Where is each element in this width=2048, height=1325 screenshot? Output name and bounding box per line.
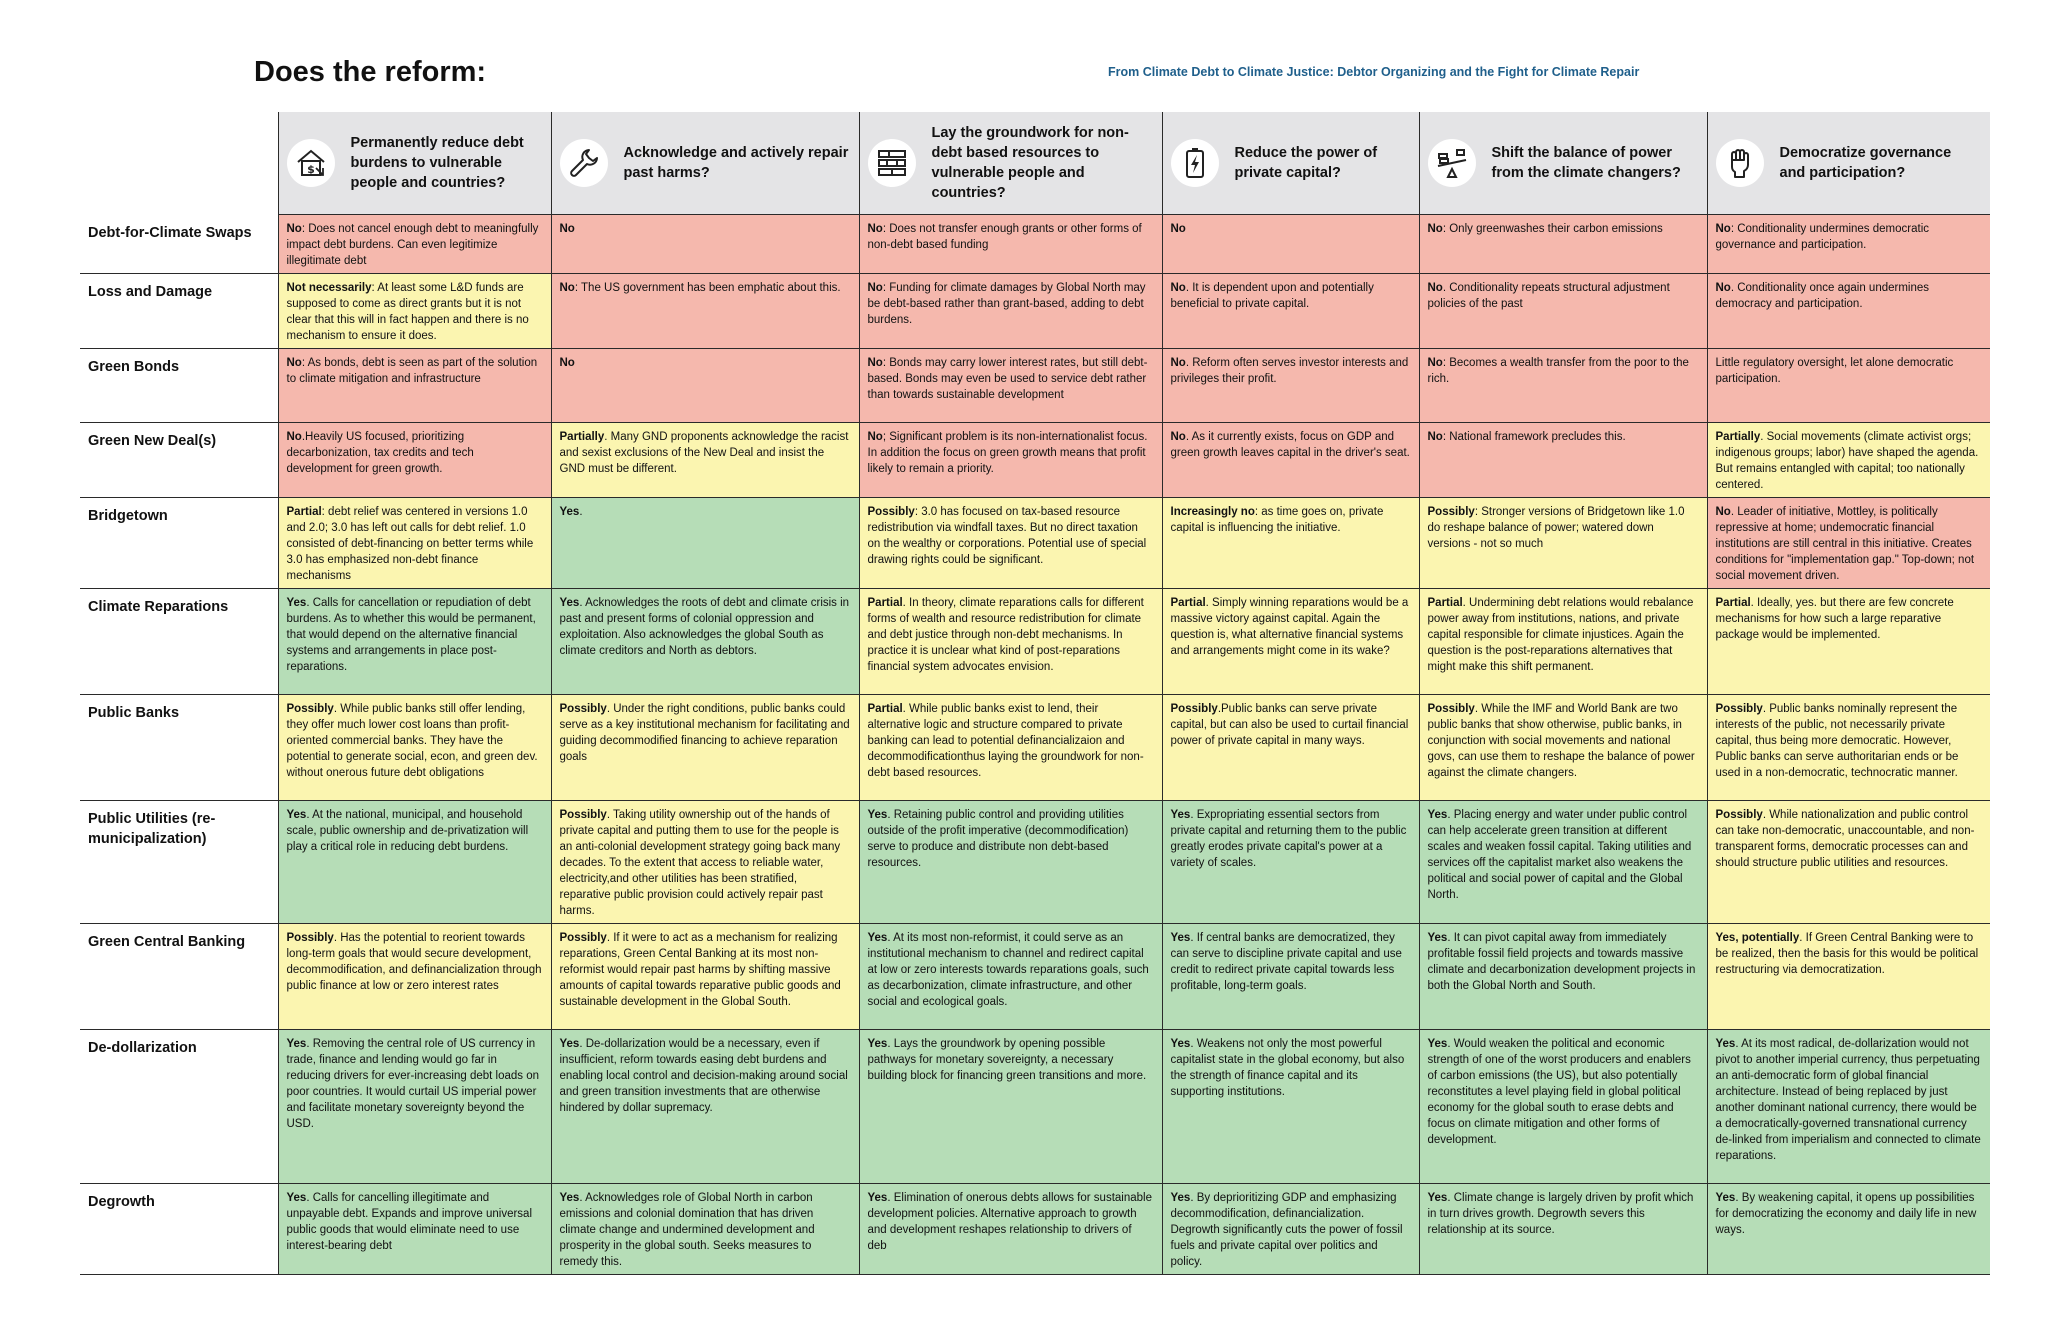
assessment-cell xyxy=(1707,1184,1990,1275)
verdict-explanation: : Only greenwashes their carbon emissions xyxy=(1442,223,1663,235)
verdict-label: Yes xyxy=(1427,1038,1448,1050)
verdict-explanation: . Has the potential to reorient towards long-term goals that would secure development, decommodification, and definancialization through public finance at low or zero interest rates xyxy=(286,932,542,992)
verdict-explanation: . Conditionality repeats structural adjustment policies of the past xyxy=(1427,282,1670,310)
wrench-icon xyxy=(560,139,608,187)
assessment-cell xyxy=(551,695,859,801)
verdict-label: Partial xyxy=(286,506,322,518)
assessment-cell xyxy=(1419,215,1707,274)
assessment-cell xyxy=(1162,1030,1419,1184)
verdict-explanation: . Climate change is largely driven by profit which in turn drives growth. Degrowth severs this relationship at its source. xyxy=(1427,1192,1694,1236)
verdict-explanation: : At least some L&D funds are supposed to come as direct grants but it is not clear that this will in fact happen and there is no mechanism to ensure it does. xyxy=(286,282,529,342)
assessment-cell xyxy=(859,215,1162,274)
verdict-label: Possibly xyxy=(1715,703,1763,715)
assessment-cell xyxy=(278,801,551,924)
verdict-explanation: : Does not transfer enough grants or other forms of non-debt based funding xyxy=(867,223,1142,251)
verdict-label: Yes xyxy=(1427,1192,1448,1204)
raised-fist-icon xyxy=(1716,139,1764,187)
assessment-cell xyxy=(1419,924,1707,1030)
column-header-democratize xyxy=(1707,112,1990,215)
verdict-label: Partial xyxy=(867,597,903,609)
verdict-label: Yes xyxy=(1715,1192,1736,1204)
verdict-label: No xyxy=(1427,282,1443,294)
verdict-explanation: . As it currently exists, focus on GDP and green growth leaves capital in the driver's seat. xyxy=(1170,431,1410,459)
assessment-cell xyxy=(278,274,551,349)
verdict-explanation: ; Significant problem is its non-internationalist focus. In addition the focus on green growth means that profit likely to remain a priority. xyxy=(867,431,1148,475)
verdict-explanation: . While public banks still offer lending, they offer much lower cost loans than profit-oriented commercial banks. They have the potential to generate social, econ, and green dev. without onerous future debt obligations xyxy=(286,703,538,779)
assessment-cell xyxy=(1162,215,1419,274)
verdict-explanation: . If it were to act as a mechanism for realizing reparations, Green Cental Banking at its most non-reformist would repair past harms by shifting massive amounts of capital towards reparative public goods and sustainable development in the Global South. xyxy=(559,932,841,1008)
assessment-cell xyxy=(278,1184,551,1275)
assessment-cell xyxy=(1419,423,1707,498)
column-header-row xyxy=(80,112,1990,215)
verdict-explanation: . Removing the central role of US currency in trade, finance and lending would go far in reducing drivers for ever-increasing debt loads on poor countries. It would curtail US imperial power and facilitate monetary sovereignty beyond the USD. xyxy=(286,1038,539,1130)
assessment-cell xyxy=(551,349,859,423)
row-label: Climate Reparations xyxy=(80,589,278,695)
assessment-cell xyxy=(551,1184,859,1275)
verdict-label: Possibly xyxy=(1427,506,1475,518)
verdict-explanation: . By weakening capital, it opens up possibilities for democratizing the economy and daily life in new ways. xyxy=(1715,1192,1977,1236)
verdict-label: Yes xyxy=(1715,1038,1736,1050)
assessment-cell xyxy=(1707,924,1990,1030)
brick-wall-icon xyxy=(868,139,916,187)
verdict-explanation: . Simply winning reparations would be a massive victory against capital. Again the question is, what alternative financial systems and arrangements might come in its wake? xyxy=(1170,597,1409,657)
verdict-explanation: . Undermining debt relations would rebalance power away from institutions, nations, and private capital responsible for climate injustices. Again the question is the post-reparations alternatives that might make this shift permanent. xyxy=(1427,597,1694,673)
assessment-cell xyxy=(1419,589,1707,695)
assessment-cell xyxy=(551,801,859,924)
assessment-cell xyxy=(278,498,551,589)
assessment-cell xyxy=(1162,349,1419,423)
row-label: Public Banks xyxy=(80,695,278,801)
verdict-label: No xyxy=(1715,506,1731,518)
verdict-label: Yes xyxy=(867,1038,888,1050)
assessment-cell xyxy=(1162,1184,1419,1275)
assessment-cell xyxy=(859,349,1162,423)
row-label: Debt-for-Climate Swaps xyxy=(80,215,278,274)
verdict-explanation: . Acknowledges the roots of debt and climate crisis in past and present forms of colonial oppression and exploitation. Also acknowledges the global South as climate creditors and North as debtors. xyxy=(559,597,850,657)
row-label: Loss and Damage xyxy=(80,274,278,349)
verdict-label: Yes xyxy=(286,1038,307,1050)
assessment-cell xyxy=(1707,215,1990,274)
verdict-label: Partial xyxy=(867,703,903,715)
matrix-body xyxy=(80,215,1990,1275)
row-label: Public Utilities (re-municipalization) xyxy=(80,801,278,924)
assessment-cell xyxy=(1162,423,1419,498)
verdict-label: No xyxy=(867,282,883,294)
table-row xyxy=(80,1030,1990,1184)
column-header-label: Democratize governance and participation? xyxy=(1779,145,1952,181)
assessment-cell xyxy=(278,349,551,423)
verdict-label: Partially xyxy=(1715,431,1761,443)
verdict-explanation: . It is dependent upon and potentially beneficial to private capital. xyxy=(1170,282,1374,310)
verdict-explanation: . If Green Central Banking were to be realized, then the basis for this would be political restructuring via democratization. xyxy=(1715,932,1979,976)
table-row xyxy=(80,924,1990,1030)
verdict-explanation: . Social movements (climate activist orgs; indigenous groups; labor) have shaped the agenda. But remains entangled with capital; too nationally centered. xyxy=(1715,431,1979,491)
debt-house-icon xyxy=(287,139,335,187)
assessment-cell xyxy=(551,423,859,498)
verdict-explanation: : The US government has been emphatic about this. xyxy=(574,282,841,294)
verdict-label: No xyxy=(1427,357,1443,369)
verdict-explanation: . Placing energy and water under public control can help accelerate green transition at different scales and weaken fossil capital. Taking utilities and services off the capitalist market also weakens the political and social power of capital and the Global North. xyxy=(1427,809,1692,901)
assessment-cell xyxy=(1707,349,1990,423)
assessment-cell xyxy=(278,589,551,695)
assessment-cell xyxy=(1419,498,1707,589)
assessment-cell xyxy=(1707,423,1990,498)
assessment-cell xyxy=(1162,695,1419,801)
verdict-explanation: . xyxy=(579,506,583,518)
verdict-explanation: . At its most radical, de-dollarization would not pivot to another imperial currency, thus perpetuating an anti-democratic form of global financial architecture. Instead of being replaced by just another dominant national currency, there would be a democratically-governed transnational currency de-linked from imperialism and connected to climate reparations. xyxy=(1715,1038,1981,1162)
row-label: Green Central Banking xyxy=(80,924,278,1030)
verdict-explanation: . While the IMF and World Bank are two public banks that show otherwise, public banks, in conjunction with social movements and national govs, can use them to reshape the balance of power against the climate changers. xyxy=(1427,703,1695,779)
assessment-cell xyxy=(551,215,859,274)
table-row xyxy=(80,349,1990,423)
assessment-cell xyxy=(1707,1030,1990,1184)
assessment-cell xyxy=(278,1030,551,1184)
table-row xyxy=(80,274,1990,349)
table-row xyxy=(80,1184,1990,1275)
verdict-explanation: . De-dollarization would be a necessary, even if insufficient, reform towards easing debt burdens and enabling local control and decision-making around social and green transition investments that are otherwise hindered by dollar supremacy. xyxy=(559,1038,848,1114)
verdict-explanation: : Does not cancel enough debt to meaningfully impact debt burdens. Can even legitimize illegitimate debt xyxy=(286,223,539,267)
verdict-label: Possibly xyxy=(286,932,334,944)
reform-matrix xyxy=(80,112,1990,1275)
assessment-cell xyxy=(1162,589,1419,695)
assessment-cell xyxy=(1419,274,1707,349)
assessment-cell xyxy=(859,498,1162,589)
page-title: Does the reform: xyxy=(254,56,487,88)
column-header-label: Shift the balance of power from the climate changers? xyxy=(1491,145,1681,181)
verdict-explanation: . Taking utility ownership out of the hands of private capital and putting them to use for the people is an anti-colonial development strategy going back many decades. To the extent that access to reliable water, electricity,and other utilities has been stratified, reparative public provision could actively repair past harms. xyxy=(559,809,841,917)
column-header-label: Reduce the power of private capital? xyxy=(1234,145,1378,181)
verdict-label: Possibly xyxy=(1715,809,1763,821)
verdict-explanation: : Funding for climate damages by Global North may be debt-based rather than grant-based, adding to debt burdens. xyxy=(867,282,1146,326)
verdict-label: Yes xyxy=(1427,809,1448,821)
column-header-non-debt-resources xyxy=(859,112,1162,215)
column-header-label: Permanently reduce debt burdens to vulnerable people and countries? xyxy=(350,135,524,191)
verdict-explanation: .Public banks can serve private capital, but can also be used to curtail financial power of private capital in many ways. xyxy=(1170,703,1409,747)
assessment-cell xyxy=(1162,924,1419,1030)
verdict-explanation: . It can pivot capital away from immediately profitable fossil field projects and towards massive climate and decarbonization development projects in both the Global North and South. xyxy=(1427,932,1696,992)
verdict-label: No xyxy=(559,223,575,235)
verdict-explanation: . Conditionality once again undermines democracy and participation. xyxy=(1715,282,1930,310)
verdict-explanation: Little regulatory oversight, let alone democratic participation. xyxy=(1715,357,1954,385)
assessment-cell xyxy=(859,589,1162,695)
svg-text:$: $ xyxy=(306,163,315,176)
assessment-cell xyxy=(859,924,1162,1030)
assessment-cell xyxy=(1707,589,1990,695)
assessment-cell xyxy=(1162,274,1419,349)
column-header-private-capital xyxy=(1162,112,1419,215)
assessment-cell xyxy=(551,1030,859,1184)
verdict-explanation: . Retaining public control and providing utilities outside of the profit imperative (decommodification) serve to produce and distribute non debt-based resources. xyxy=(867,809,1129,869)
verdict-label: No xyxy=(1715,223,1731,235)
verdict-explanation: : Stronger versions of Bridgetown like 1.0 do reshape balance of power; watered down versions - not so much xyxy=(1427,506,1685,550)
verdict-label: No xyxy=(286,431,302,443)
verdict-label: Partially xyxy=(559,431,605,443)
assessment-cell xyxy=(1707,498,1990,589)
row-label: Green Bonds xyxy=(80,349,278,423)
assessment-cell xyxy=(551,498,859,589)
verdict-explanation: . In theory, climate reparations calls for different forms of wealth and resource redistribution for climate and debt justice through non-debt mechanisms. In practice it is unclear what kind of post-reparations financial system advocates envision. xyxy=(867,597,1144,673)
verdict-explanation: . At its most non-reformist, it could serve as an institutional mechanism to channel and redirect capital at low or zero interests towards reparations goals, such as decarbonization, climate infrastructure, and other social and ecological goals. xyxy=(867,932,1149,1008)
verdict-label: Yes xyxy=(1170,1192,1191,1204)
verdict-explanation: . Calls for cancelling illegitimate and unpayable debt. Expands and improve universal public goods that would eliminate need to use interest-bearing debt xyxy=(286,1192,532,1252)
assessment-cell xyxy=(278,423,551,498)
verdict-explanation: : Bonds may carry lower interest rates, but still debt-based. Bonds may even be used to service debt rather than towards sustainable development xyxy=(867,357,1148,401)
verdict-label: Not necessarily xyxy=(286,282,372,294)
assessment-cell xyxy=(551,274,859,349)
assessment-cell xyxy=(1707,801,1990,924)
verdict-label: No xyxy=(1170,223,1186,235)
verdict-explanation: . While nationalization and public control can take non-democratic, unaccountable, and non-transparent forms, democratic processes can and should structure public utilities and resources. xyxy=(1715,809,1975,869)
table-row xyxy=(80,589,1990,695)
assessment-cell xyxy=(1707,274,1990,349)
verdict-explanation: : 3.0 has focused on tax-based resource redistribution via windfall taxes. But no direct taxation on the wealthy or corporations. Potential use of special drawing rights could be significant. xyxy=(867,506,1147,566)
verdict-label: No xyxy=(867,357,883,369)
assessment-cell xyxy=(278,695,551,801)
assessment-cell xyxy=(278,924,551,1030)
table-row xyxy=(80,423,1990,498)
verdict-explanation: . By deprioritizing GDP and emphasizing decommodification, definancialization. Degrowth significantly cuts the power of fossil fuels and private capital over politics and policy. xyxy=(1170,1192,1403,1268)
verdict-label: Yes, potentially xyxy=(1715,932,1800,944)
verdict-explanation: .Heavily US focused, prioritizing decarbonization, tax credits and tech development for green growth. xyxy=(286,431,474,475)
verdict-label: Possibly xyxy=(867,506,915,518)
verdict-explanation: . At the national, municipal, and household scale, public ownership and de-privatization will play a critical role in reducing debt burdens. xyxy=(286,809,529,853)
verdict-label: Yes xyxy=(867,1192,888,1204)
verdict-label: Increasingly no xyxy=(1170,506,1255,518)
table-row xyxy=(80,498,1990,589)
assessment-cell xyxy=(1419,349,1707,423)
verdict-label: Yes xyxy=(867,809,888,821)
verdict-label: Yes xyxy=(559,506,580,518)
verdict-explanation: . Calls for cancellation or repudiation of debt burdens. As to whether this would be permanent, that would depend on the alternative financial systems and arrangements in place post-reparations. xyxy=(286,597,536,673)
assessment-cell xyxy=(1419,695,1707,801)
verdict-label: Yes xyxy=(559,1038,580,1050)
verdict-label: No xyxy=(1715,282,1731,294)
verdict-explanation: . Many GND proponents acknowledge the racist and sexist exclusions of the New Deal and insist the GND must be different. xyxy=(559,431,849,475)
verdict-label: No xyxy=(867,431,883,443)
verdict-explanation: : Becomes a wealth transfer from the poor to the rich. xyxy=(1427,357,1689,385)
verdict-explanation: . Expropriating essential sectors from private capital and returning them to the public greatly erodes private capital's power at a variety of scales. xyxy=(1170,809,1407,869)
verdict-label: Partial xyxy=(1427,597,1463,609)
assessment-cell xyxy=(278,215,551,274)
row-label: Bridgetown xyxy=(80,498,278,589)
assessment-cell xyxy=(1707,695,1990,801)
assessment-cell xyxy=(551,589,859,695)
verdict-explanation: : National framework precludes this. xyxy=(1442,431,1626,443)
assessment-cell xyxy=(859,695,1162,801)
verdict-label: No xyxy=(1170,357,1186,369)
assessment-cell xyxy=(1162,498,1419,589)
verdict-explanation: : as time goes on, private capital is influencing the initiative. xyxy=(1170,506,1384,534)
column-header-repair-harms xyxy=(551,112,859,215)
verdict-label: Yes xyxy=(1170,932,1191,944)
verdict-label: Yes xyxy=(867,932,888,944)
verdict-explanation: . Weakens not only the most powerful capitalist state in the global economy, but also the strength of finance capital and its supporting institutions. xyxy=(1170,1038,1405,1098)
column-header-label: Acknowledge and actively repair past harms? xyxy=(623,145,849,181)
verdict-label: No xyxy=(1170,282,1186,294)
verdict-label: No xyxy=(1427,223,1443,235)
verdict-explanation: : debt relief was centered in versions 1.0 and 2.0; 3.0 has left out calls for debt relief. 1.0 consisted of debt-financing on better terms while 3.0 has emphasized non-debt finance mechanisms xyxy=(286,506,534,582)
verdict-explanation: . Acknowledges role of Global North in carbon emissions and colonial domination that has driven climate change and undermined development and prosperity in the global south. Seeks measures to remedy this. xyxy=(559,1192,815,1268)
verdict-label: No xyxy=(286,357,302,369)
verdict-label: Yes xyxy=(559,597,580,609)
verdict-label: Yes xyxy=(286,597,307,609)
verdict-label: Possibly xyxy=(559,703,607,715)
header-corner xyxy=(80,112,278,215)
assessment-cell xyxy=(859,1184,1162,1275)
table-row xyxy=(80,695,1990,801)
assessment-cell xyxy=(551,924,859,1030)
verdict-label: No xyxy=(559,357,575,369)
verdict-label: Yes xyxy=(1170,809,1191,821)
verdict-explanation: . Under the right conditions, public banks could serve as a key institutional mechanism for facilitating and guiding decommodified financing to achieve reparation goals xyxy=(559,703,850,763)
column-header-reduce-debt xyxy=(278,112,551,215)
verdict-explanation: . While public banks exist to lend, their alternative logic and structure compared to private banking can lead to potential definancializaion and decommodificationthus laying the groundwork for non-debt based resources. xyxy=(867,703,1144,779)
verdict-explanation: . Elimination of onerous debts allows for sustainable development policies. Alternative approach to growth and development reshapes relationship to drivers of deb xyxy=(867,1192,1152,1252)
column-header-label: Lay the groundwork for non-debt based resources to vulnerable people and countries? xyxy=(931,125,1129,201)
verdict-label: No xyxy=(559,282,575,294)
verdict-explanation: . Reform often serves investor interests and privileges their profit. xyxy=(1170,357,1409,385)
verdict-explanation: . Ideally, yes. but there are few concrete mechanisms for how such a large reparative package would be implemented. xyxy=(1715,597,1954,641)
assessment-cell xyxy=(859,423,1162,498)
verdict-label: Yes xyxy=(286,809,307,821)
verdict-label: Possibly xyxy=(286,703,334,715)
assessment-cell xyxy=(859,1030,1162,1184)
verdict-label: No xyxy=(1170,431,1186,443)
column-header-shift-power xyxy=(1419,112,1707,215)
verdict-label: Yes xyxy=(1170,1038,1191,1050)
assessment-cell xyxy=(859,801,1162,924)
balance-scale-icon xyxy=(1428,139,1476,187)
battery-bolt-icon xyxy=(1171,139,1219,187)
row-label: Green New Deal(s) xyxy=(80,423,278,498)
assessment-cell xyxy=(859,274,1162,349)
verdict-label: Partial xyxy=(1170,597,1206,609)
assessment-cell xyxy=(1419,1184,1707,1275)
verdict-label: Possibly xyxy=(1170,703,1218,715)
verdict-label: Possibly xyxy=(1427,703,1475,715)
verdict-explanation: : As bonds, debt is seen as part of the solution to climate mitigation and infrastructure xyxy=(286,357,538,385)
table-row xyxy=(80,801,1990,924)
verdict-explanation: . If central banks are democratized, they can serve to discipline private capital and use credit to redirect private capital towards less profitable, long-term goals. xyxy=(1170,932,1402,992)
assessment-cell xyxy=(1419,801,1707,924)
verdict-label: Yes xyxy=(1427,932,1448,944)
verdict-label: Partial xyxy=(1715,597,1751,609)
assessment-cell xyxy=(1419,1030,1707,1184)
verdict-label: Yes xyxy=(559,1192,580,1204)
verdict-explanation: . Public banks nominally represent the interests of the public, not necessarily private capital, thus being more democratic. However, Public banks can serve authoritarian ends or be used in a non-democratic, technocratic manner. xyxy=(1715,703,1959,779)
verdict-label: Possibly xyxy=(559,932,607,944)
assessment-cell xyxy=(1162,801,1419,924)
row-label: De-dollarization xyxy=(80,1030,278,1184)
verdict-label: Yes xyxy=(286,1192,307,1204)
verdict-explanation: . Leader of initiative, Mottley, is politically repressive at home; undemocratic financial institutions are still central in this initiative. Creates conditions for "implementation gap." Top-down; not social movement driven. xyxy=(1715,506,1975,582)
row-label: Degrowth xyxy=(80,1184,278,1275)
verdict-label: No xyxy=(1427,431,1443,443)
verdict-explanation: : Conditionality undermines democratic governance and participation. xyxy=(1715,223,1929,251)
verdict-label: Possibly xyxy=(559,809,607,821)
source-citation: From Climate Debt to Climate Justice: Debtor Organizing and the Fight for Climate Repair xyxy=(1108,65,1640,79)
verdict-explanation: . Lays the groundwork by opening possible pathways for monetary sovereignty, a necessary building block for financing green transitions and more. xyxy=(867,1038,1147,1082)
table-row xyxy=(80,215,1990,274)
verdict-explanation: . Would weaken the political and economic strength of one of the worst producers and enablers of carbon emissions (the US), but also potentially reconstitutes a level playing field in global political economy for the global south to erase debts and focus on climate mitigation and other forms of development. xyxy=(1427,1038,1691,1146)
verdict-label: No xyxy=(286,223,302,235)
verdict-label: No xyxy=(867,223,883,235)
